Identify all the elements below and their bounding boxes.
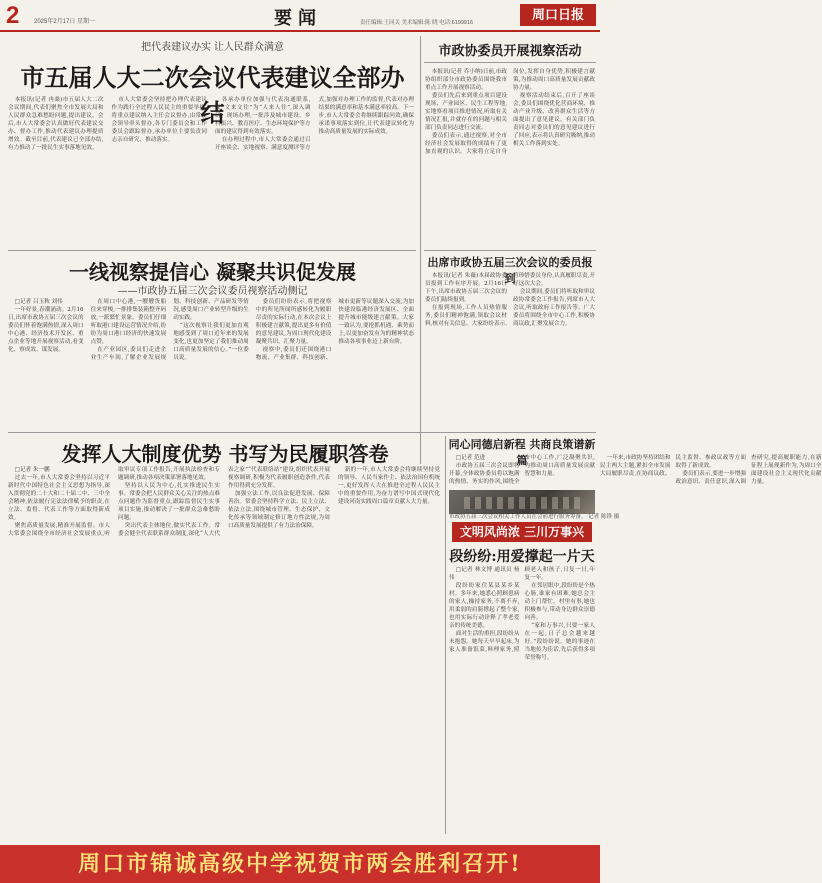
story1-body [8, 96, 414, 246]
story3-body [425, 272, 595, 430]
story7-paragraph: 在邻居眼中,段纷纷是个热心肠,谁家有困难,她总会主动上门帮忙。村里有事,她也积极参与,带动身边群众崇德向善。 [524, 583, 595, 621]
story7-paragraph: “家和万事兴,只要一家人在一起,日子总会越来越好。”段纷纷说。她的事迹在当地传为佳话,先后获得多项荣誉称号。 [524, 623, 595, 661]
story6-paragraph: 加强立法工作,以良法促进发展、保障善治。常委会坚持科学立法、民主立法、依法立法,围绕城市管理、生态保护、文化传承等领域制定修订地方性法规,为周口高质量发展提供了有力法治保障。 [228, 491, 330, 529]
story6-body [8, 466, 440, 836]
story5-paragraph: □记者 范进 [455, 455, 486, 461]
story4-paragraph: 在产业园区,委员们走进企业生产车间,了解企业发展规划、科技创新、产品研发等情况,感受周口产业转型升级的生动实践。 [90, 299, 249, 361]
story5-photo-caption: 市政协五届三次会议相关工作人员在会前进行服务筹备。 记者 陈锋 摄 [449, 514, 620, 520]
story5-headline: 同心同德启新程 共商良策谱新篇 [448, 438, 596, 467]
story7-headline: 段纷纷:用爱撑起一片天 [449, 549, 595, 565]
story1-paragraph: 各承办单位加强与代表沟通联系,变“文来文往”为“人来人往”,深入调研、现场办理,一批涉及城市建设、乡村振兴、教育医疗、生态环境保护等方面的建议得到有效落实。 [215, 97, 311, 135]
story5-paragraph: 市政协五届三次会议即将开幕,全体政协委员将以饱满的热情、务实的作风,围绕全市中心工作,广泛凝聚共识,为推动周口高质量发展贡献智慧和力量。 [449, 455, 595, 485]
story4-subhead: ——市政协五届三次会议委员视察活动侧记 [117, 286, 308, 297]
story1-paragraph: 市人大常委会坚持把办理代表建议作为践行全过程人民民主的重要举措,将重点建议纳入主任会议督办,由常委会领导牵头督办,各专门委员会和工作委员会跟踪督办,承办单位主要负责同志亲自研究、推动落实。 [111, 97, 207, 143]
story3-paragraph: 会议期间,委员们将听取和审议政协常委会工作报告,列席市人大会议,听取政府工作报告等。广大委员将围绕全市中心工作,积极协商议政,汇聚发展合力。 [513, 289, 595, 327]
story1-kicker: 把代表建议办实 让人民群众满意 [141, 42, 284, 53]
story7-paragraph: □记者 林文博 通讯员 杨伟 [449, 567, 520, 581]
story2-paragraph: 委员们先后来到重点项目建设现场、产业园区、民生工程等地,实地察看项目推进情况,听取有关情况汇报,并就存在的问题与相关部门负责同志进行交流。 [425, 93, 507, 131]
story4-paragraph: 委员们纷纷表示,将把视察中的所见所闻所感转化为履职尽责的实际行动,在本次会议上积极建言献策,提出更多有价值的意见建议,为周口现代化建设凝聚共识、汇聚力量。 [255, 299, 332, 345]
story6-paragraph: 聚焦高质量发展,精准开展监督。市人大常委会围绕全市经济社会发展重点,听取审议专项工作报告,开展执法检查和专题调研,推动各项决策部署落地见效。 [8, 467, 220, 537]
editors-line: 责任编辑:王同关 美术编辑:陈 晓 电话:6199916 [360, 20, 474, 26]
story2-paragraph: 委员们表示,通过视察,对全市经济社会发展取得的成绩有了更加直观的认识。大家将立足自身岗位,发挥自身优势,积极建言献策,为推动周口高质量发展贡献政协力量。 [425, 69, 595, 155]
story6-paragraph: 坚持以人民为中心,扎实推进民生实事。常委会把人民群众关心关注的热点难点问题作为监督重点,跟踪监督民生实事项目实施,推动解决了一批群众急难愁盼问题。 [118, 483, 220, 521]
masthead [0, 0, 600, 32]
story4-paragraph: 一年好景,春潮涌动。2月16日,出席市政协五届三次会议的委员们怀着饱满热情,深入周口中心港、经济技术开发区、重点企业等地开展视察活动,看变化、察成效、谋发展。 [8, 307, 84, 353]
story6-paragraph: □记者 朱一鹏 [14, 467, 50, 473]
section-divider [8, 432, 596, 433]
page-date: 2025年2月17日 星期一 [34, 19, 96, 25]
column-divider [420, 36, 421, 464]
headline-underline [424, 62, 596, 63]
story3-paragraph: 本报讯(记者 朱薇)本届政协委员报到工作有序开展。2月16日下午,出席市政协五届三次会议的委员们陆续报到。 [425, 273, 507, 303]
story1-paragraph: 在办理过程中,市人大常委会通过召开座谈会、实地视察、满意度测评等方式,加强对办理工作的监督,代表对办理结果的满意率和基本满意率较高。下一步,市人大常委会将继续跟踪问效,确保承诺事项落实到位,让代表建议转化为推动高质量发展的实际成效。 [215, 97, 414, 151]
page-number: 2 [6, 2, 20, 29]
story3-headline: 出席市政协五届三次会议的委员报到 [427, 256, 593, 285]
story4-headline: 一线视察提信心 凝聚共识促发展 [69, 260, 356, 284]
story6-headline: 发挥人大制度优势 书写为民履职答卷 [61, 442, 389, 466]
story4-paragraph: 在周口中心港,一艘艘货船往来穿梭,一排排集装箱整齐码放,一派繁忙景象。委员们仔细听取港口建设运营情况介绍,纷纷为周口港口经济的快速发展点赞。 [90, 299, 167, 345]
story4-body [8, 298, 414, 428]
story1-headline: 市五届人大二次会议代表建议全部办结 [20, 63, 405, 127]
story3-paragraph: 在报到现场,工作人员热情服务,委员们精神饱满,领取会议材料,核对有关信息。大家纷纷表示,将珍惜委员身份,认真履职尽责,开好这次大会。 [425, 273, 595, 327]
section-divider [424, 250, 596, 251]
story2-headline: 市政协委员开展视察活动 [438, 44, 582, 59]
story6-paragraph: 新的一年,市人大常委会将继续坚持党的领导、人民当家作主、依法治国有机统一,更好发挥人大在推进全过程人民民主中的重要作用,为奋力谱写中国式现代化建设河南实践周口篇章贡献人大力量。 [338, 467, 440, 505]
story5-paragraph: 一年来,市政协坚持团结和民主两大主题,紧扣全市发展大局履职尽责,在协商议政、民主监督、参政议政等方面取得了新成效。 [600, 455, 746, 477]
newspaper-logo: 周口日报 [520, 4, 596, 26]
column-divider [445, 436, 446, 834]
story5-photo [449, 490, 595, 514]
story7-body [449, 566, 595, 836]
story4-paragraph: 视察中,委员们还围绕港口物流、产业集群、科技创新、城市更新等议题深入交流,为加快建设临港经济发展区、全面提升城市能级建言献策。大家一致认为,要抢抓机遇、乘势而上,以更加奋发有为的精神状态推动各项事业迈上新台阶。 [255, 299, 414, 361]
section-divider [8, 250, 416, 251]
story1-paragraph: 本报讯(记者 冉桑)市五届人大二次会议期间,代表们聚焦全市发展大局和人民群众急难愁盼问题,提出建议。会后,市人大常委会认真做好代表建议交办、督办工作,推动代表建议办理提质增效。截至目前,代表建议已全部办结,有力推动了一批民生实事落地见效。 [8, 97, 104, 151]
story2-body [425, 68, 595, 246]
story7-paragraph: 面对生活的重担,段纷纷从未抱怨。她每天早早起床,为家人准备饭菜,料理家务,照顾老人和孩子,日复一日,年复一年。 [449, 567, 595, 653]
story6-paragraph: 过去一年,市人大常委会坚持以习近平新时代中国特色社会主义思想为指导,深入贯彻党的二十大和二十届二中、三中全会精神,依法履行宪法法律赋予的职责,在立法、监督、代表工作等方面取得新成效。 [8, 475, 110, 521]
footer-advertisement: 周口市锦诚高级中学祝贺市两会胜利召开! [0, 845, 600, 883]
story2-paragraph: 本报讯(记者 乔小纳)日前,市政协组织部分市政协委员围绕我市重点工作开展视察活动。 [425, 69, 507, 91]
story2-paragraph: 视察活动结束后,召开了座谈会,委员们围绕优化营商环境、推动产业升级、改善群众生活等方面提出了意见建议。有关部门负责同志对委员们的意见建议进行了回应,表示将认真研究吸纳,推动相关工作落到实处。 [513, 93, 595, 147]
story7-paragraph: 段纷纷家住某县某乡某村。多年来,她悉心照顾患病的家人,操持家务,不离不弃,用柔弱的肩膀撑起了整个家,也用实际行动诠释了孝老爱亲的传统美德。 [449, 583, 520, 629]
story6-paragraph: 突出代表主体地位,做实代表工作。常委会健全代表联系群众制度,深化“人大代表之家”“代表联络站”建设,组织代表开展视察调研,积极为代表履职创造条件,代表作用得到充分发挥。 [118, 467, 330, 537]
story5-paragraph: 委员们表示,要进一步增强政治意识、责任意识,深入调查研究,提高履职能力,在新征程上展现新作为,为周口全面建设社会主义现代化贡献力量。 [675, 455, 822, 485]
section-title: 要闻 [274, 8, 322, 29]
story5-body [449, 454, 822, 488]
story4-paragraph: “这次视察让我们更加直观地感受到了周口近年来的发展变化,也更加坚定了我们推动周口高质量发展的信心。”一位委员说。 [173, 323, 249, 361]
campaign-banner: 文明风尚浓 三川万事兴 [452, 522, 592, 542]
story4-paragraph: □记者 吕玉秋 刘伟 [14, 299, 63, 305]
